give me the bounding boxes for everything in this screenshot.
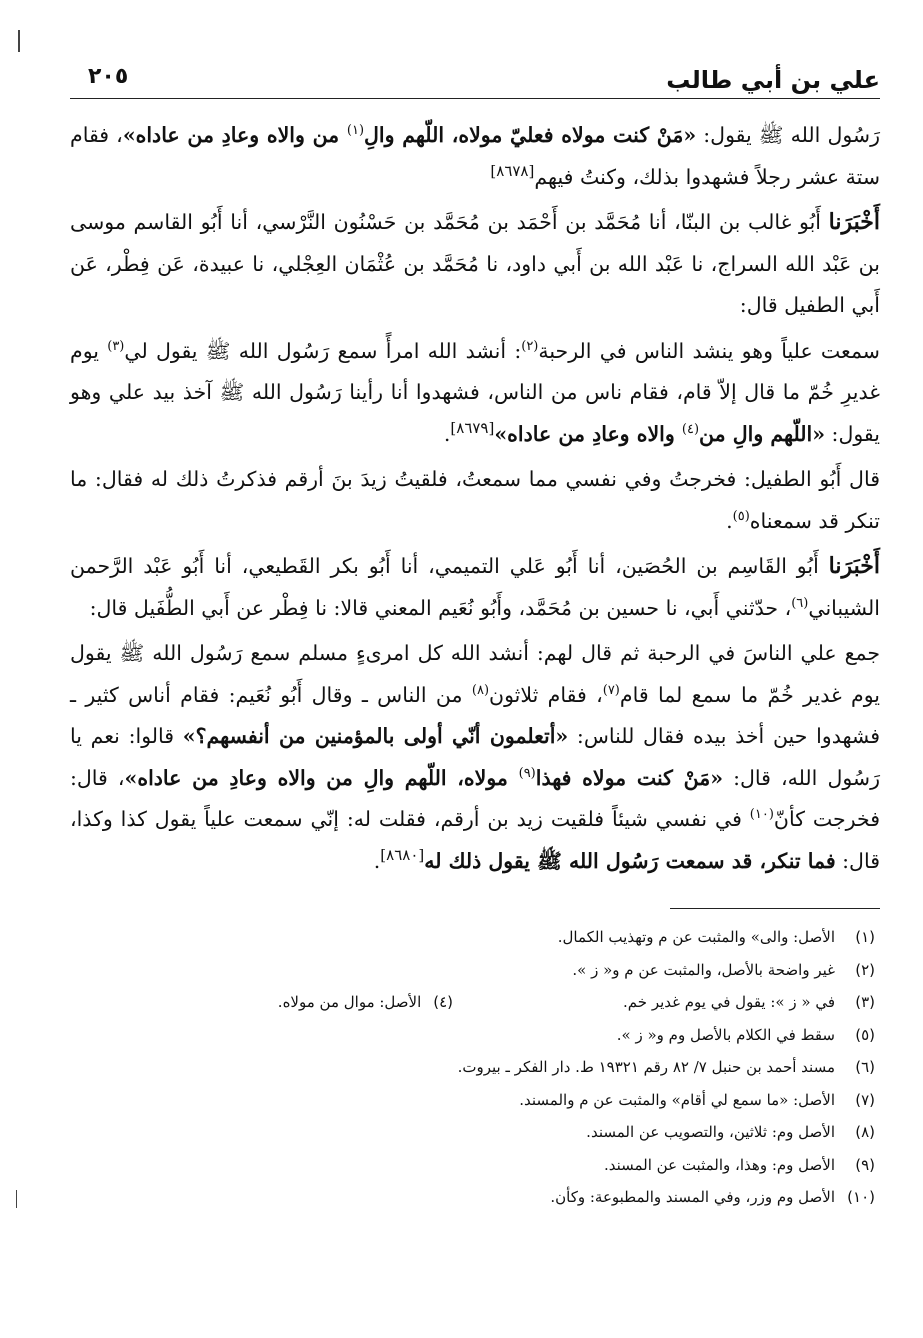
footnote-marker[interactable]: (١٠): [749, 807, 774, 823]
footnote-text: في « ز »: يقول في يوم غدير خم.: [623, 993, 835, 1011]
footnote-text: مسند أحمد بن حنبل ٧/ ٨٢ رقم ١٩٣٢١ ط. دار الفكر ـ بيروت.: [457, 1058, 835, 1076]
hadith-reference-number: [٨٦٧٩]: [450, 418, 495, 437]
footnote-marker[interactable]: (١): [346, 123, 365, 139]
footnote-text: الأصل: «ما سمع لي أقام» والمثبت عن م والمسند.: [519, 1090, 835, 1109]
footnote-number: (٧): [855, 1090, 875, 1109]
footnote-item: [70, 1019, 880, 1052]
text-span: سمعت علياً وهو ينشد الناس في الرحبة: [538, 338, 880, 363]
isnad-lead-word: أَخْبَرَنا: [828, 209, 880, 235]
footnote-number: (٤): [433, 993, 454, 1011]
paragraph-6: [70, 633, 880, 882]
footnote-item-inline: [278, 986, 453, 1019]
footnote-text: غير واضحة بالأصل، والمثبت عن م و« ز ».: [572, 960, 835, 979]
footnote-item: [70, 1084, 880, 1117]
text-span: قال أَبُو الطفيل: فخرجتُ وفي نفسي مما سمعتُ، فلقيتُ زيدَ بنَ أرقم فذكرتُ ذلك له فقال: ما تنكر قد سمعناه: [70, 467, 880, 533]
footnote-number: (٩): [855, 1155, 875, 1174]
footnote-separator: [670, 908, 880, 909]
hadith-reference-number: [٨٦٧٨]: [490, 161, 535, 180]
paragraph-2: [70, 202, 880, 327]
text-span: ، فقام ثلاثون: [489, 682, 603, 707]
main-text: [70, 115, 880, 882]
text-span: يوم غديرِ خُمّ ما قال إلاّ قام، فقام ناس من الناس، فشهدوا أنا رأينا رَسُول الله ﷺ آخذ بيد علي وهو يقول:: [70, 338, 880, 446]
footnote-text: الأصل: والى» والمثبت عن م وتهذيب الكمال.: [557, 928, 835, 946]
footnote-item: [70, 986, 880, 1019]
text-span: ، فقام ستة عشر رجلاً فشهدوا بذلك، وكنتُ فيهم: [70, 123, 880, 189]
paragraph-3: [70, 331, 880, 456]
hadith-quote: «اللّهم والِ من: [699, 421, 826, 446]
footnote-marker[interactable]: (٤): [681, 421, 700, 437]
footnote-text: الأصل وم: ثلاثين، والتصويب عن المسند.: [586, 1123, 835, 1141]
page-number: ٢٠٥: [88, 64, 129, 89]
hadith-quote: مولاه، اللّهم والِ من والاه وعادِ من عاداه»: [124, 765, 519, 790]
footnote-marker[interactable]: (٦): [791, 595, 809, 611]
footnote-marker[interactable]: (٩): [518, 765, 536, 781]
text-span: : أنشد الله امرأً سمع رَسُول الله ﷺ يقول لي: [124, 338, 522, 363]
hadith-reference-number: [٨٦٨٠]: [380, 845, 425, 864]
footnote-marker[interactable]: (٢): [521, 338, 539, 354]
footnote-item: [70, 921, 880, 954]
hadith-quote: «مَنْ كنت مولاه فعليّ مولاه، اللّهم والِ: [364, 123, 697, 147]
footnote-number: (١): [855, 928, 875, 946]
footnote-item: [70, 1116, 880, 1149]
footnote-text: الأصل وم: وهذا، والمثبت عن المسند.: [603, 1155, 835, 1174]
scan-edge-mark-bottom: [16, 1190, 17, 1208]
hadith-quote: من والاه وعادِ من عاداه»: [122, 123, 347, 147]
paragraph-1: [70, 115, 880, 198]
hadith-quote: «أتعلمون أنّي أولى بالمؤمنين من أنفسهم؟»: [182, 724, 569, 748]
text-span: قالوا: نعم يا رَسُول الله، قال:: [70, 724, 881, 790]
footnote-number: (٣): [855, 993, 875, 1011]
text-span: في نفسي شيئاً فلقيت زيد بن أرقم، فقلت له: إنّي سمعت علياً يقول كذا وكذا، قال:: [70, 807, 880, 873]
text-span: ، حدّثني أَبي، نا حسين بن مُحَمَّد، وأَبُو نُعَيم المعني قالا: نا فِطْر عن أَبي الطُّفَيل قال:: [89, 595, 792, 620]
footnote-marker[interactable]: (٨): [471, 682, 490, 698]
footnote-marker[interactable]: (٧): [602, 682, 620, 698]
hadith-quote: فما تنكر، قد سمعت رَسُول الله ﷺ يقول ذلك له: [424, 848, 836, 873]
isnad-lead-word: أَخْبَرَنا: [828, 553, 880, 579]
paragraph-4: [70, 459, 880, 542]
footnote-text: الأصل وم وزر، وفي المسند والمطبوعة: وكأن.: [550, 1188, 835, 1206]
scan-edge-mark-top: [18, 30, 20, 52]
footnote-item: [70, 1051, 880, 1084]
hadith-quote: والاه وعادِ من عاداه»: [494, 421, 682, 446]
footnote-number: (٦): [855, 1058, 875, 1076]
footnote-text: سقط في الكلام بالأصل وم و« ز ».: [616, 1025, 835, 1044]
text-span: من الناس ـ وقال أَبُو نُعَيم: فقام أناس كثير ـ فشهدوا حين أخذ بيده فقال للناس:: [70, 682, 880, 748]
text-span: أَبُو القَاسِم بن الحُصَين، أنا أَبُو عَلي التميمي، أنا أَبُو بكر القَطيعي، أنا أَبُو عَبْد الرَّحمن الشيباني: [70, 554, 880, 620]
footnote-number: (٢): [855, 960, 875, 979]
footnote-item: [70, 1181, 880, 1214]
footnote-number: (٥): [855, 1025, 875, 1044]
paragraph-5: [70, 546, 880, 629]
footnote-item: [70, 954, 880, 987]
running-title: علي بن أبي طالب: [666, 66, 880, 94]
footnote-number: (٨): [855, 1123, 875, 1141]
footnote-marker[interactable]: (٥): [732, 508, 750, 524]
footnote-text: الأصل: موال من مولاه.: [277, 993, 422, 1011]
book-page: [70, 58, 880, 1298]
text-span: ، قال: فخرجت كأنّ: [70, 765, 880, 831]
hadith-quote: «مَنْ كنت مولاه فهذا: [535, 765, 724, 790]
footnote-marker[interactable]: (٣): [107, 338, 125, 354]
footnotes-list: [70, 921, 880, 1214]
footnote-item: [70, 1149, 880, 1182]
text-span: أَبُو غالب بن البنّا، أنا مُحَمَّد بن أَحْمَد بن مُحَمَّد بن حَسْنُون النَّرْسي، أنا أَبُو القاسم موسى بن عَبْد الله السراج، نا عَبْد الله بن أَبي داود، نا مُحَمَّد بن عُثْمَان العِجْلي، نا عبيدة، عَن فِطْر، عَن أَبي الطفيل قال:: [70, 210, 880, 317]
text-span: رَسُول الله ﷺ يقول:: [696, 123, 881, 147]
text-span: .: [726, 508, 733, 533]
text-span: جمع علي الناسَ في الرحبة ثم قال لهم: أنشد الله كل امرىءٍ مسلم سمع رَسُول الله ﷺ يقول يوم غدير خُمّ ما سمع لما قام: [70, 641, 881, 707]
text-span: .: [443, 421, 451, 446]
footnote-number: (١٠): [847, 1188, 875, 1206]
text-span: .: [373, 848, 381, 873]
running-header: [70, 58, 880, 99]
